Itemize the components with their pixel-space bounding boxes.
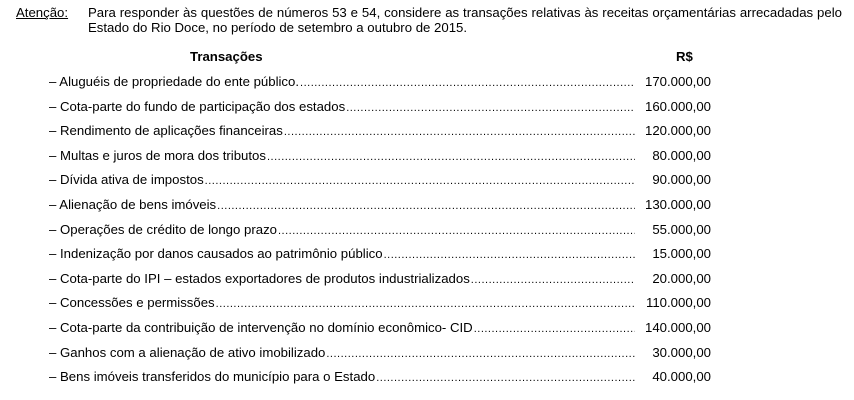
transaction-label: – Indenização por danos causados ao patrimônio público	[49, 246, 383, 262]
currency-column-header: R$	[676, 49, 693, 64]
transactions-list	[49, 74, 711, 394]
dot-leader	[266, 149, 635, 165]
transaction-row	[49, 123, 711, 148]
transaction-label: – Alienação de bens imóveis	[49, 196, 217, 212]
dot-leader	[375, 370, 635, 386]
transaction-row	[49, 222, 711, 247]
transaction-row	[49, 271, 711, 296]
dot-leader	[299, 75, 635, 91]
transaction-label: – Multas e juros de mora dos tributos	[49, 147, 266, 163]
dot-leader	[283, 124, 635, 140]
transaction-value: 30.000,00	[652, 344, 711, 360]
transaction-label: – Operações de crédito de longo prazo	[49, 221, 277, 237]
transaction-label: – Cota-parte do fundo de participação dos estados	[49, 98, 346, 114]
transaction-row	[49, 99, 711, 124]
transaction-value: 140.000,00	[644, 319, 711, 335]
transaction-label: – Dívida ativa de impostos	[49, 172, 204, 188]
transaction-row	[49, 295, 711, 320]
dot-leader	[277, 223, 635, 239]
notice-label: Atenção:	[16, 5, 69, 20]
transaction-value: 20.000,00	[652, 270, 711, 286]
transaction-value: 120.000,00	[644, 123, 711, 139]
dot-leader	[383, 247, 635, 263]
transaction-value: 130.000,00	[644, 196, 711, 212]
transaction-value: 80.000,00	[652, 147, 711, 163]
transaction-label: – Concessões e permissões	[49, 295, 215, 311]
dot-leader	[345, 100, 635, 116]
transaction-value: 90.000,00	[652, 172, 711, 188]
transaction-label: – Aluguéis de propriedade do ente público.	[49, 74, 300, 89]
transaction-label: – Cota-parte do IPI – estados exportadores de produtos industrializados	[49, 270, 470, 286]
dot-leader	[215, 296, 635, 312]
dot-leader	[473, 321, 635, 337]
transaction-label: – Rendimento de aplicações financeiras	[49, 123, 283, 139]
notice-text: Para responder às questões de números 53 e 54, considere as transações relativas às receitas orçamentárias arrecadadas pelo Estado do Rio Doce, no período de setembro a outubro de 2015.	[88, 5, 842, 35]
transaction-label: – Ganhos com a alienação de ativo imobilizado	[49, 344, 326, 360]
dot-leader	[325, 346, 635, 362]
transaction-row	[49, 246, 711, 271]
transaction-value: 160.000,00	[644, 98, 711, 114]
transaction-value: 110.000,00	[645, 295, 711, 311]
transaction-value: 170.000,00	[644, 74, 711, 89]
transaction-row	[49, 74, 711, 99]
dot-leader	[204, 173, 635, 189]
transaction-value: 40.000,00	[652, 369, 711, 385]
dot-leader	[470, 272, 635, 288]
transaction-row	[49, 197, 711, 222]
dot-leader	[216, 198, 635, 214]
transaction-row	[49, 148, 711, 173]
transaction-label: – Bens imóveis transferidos do município para o Estado	[49, 369, 376, 385]
transaction-row	[49, 172, 711, 197]
transaction-value: 15.000,00	[652, 246, 711, 262]
transactions-column-header: Transações	[190, 49, 263, 64]
transaction-label: – Cota-parte da contribuição de intervenção no domínio econômico- CID	[49, 319, 473, 335]
transaction-row	[49, 320, 711, 345]
transaction-row	[49, 345, 711, 370]
transaction-value: 55.000,00	[652, 221, 711, 237]
transaction-row	[49, 369, 711, 394]
